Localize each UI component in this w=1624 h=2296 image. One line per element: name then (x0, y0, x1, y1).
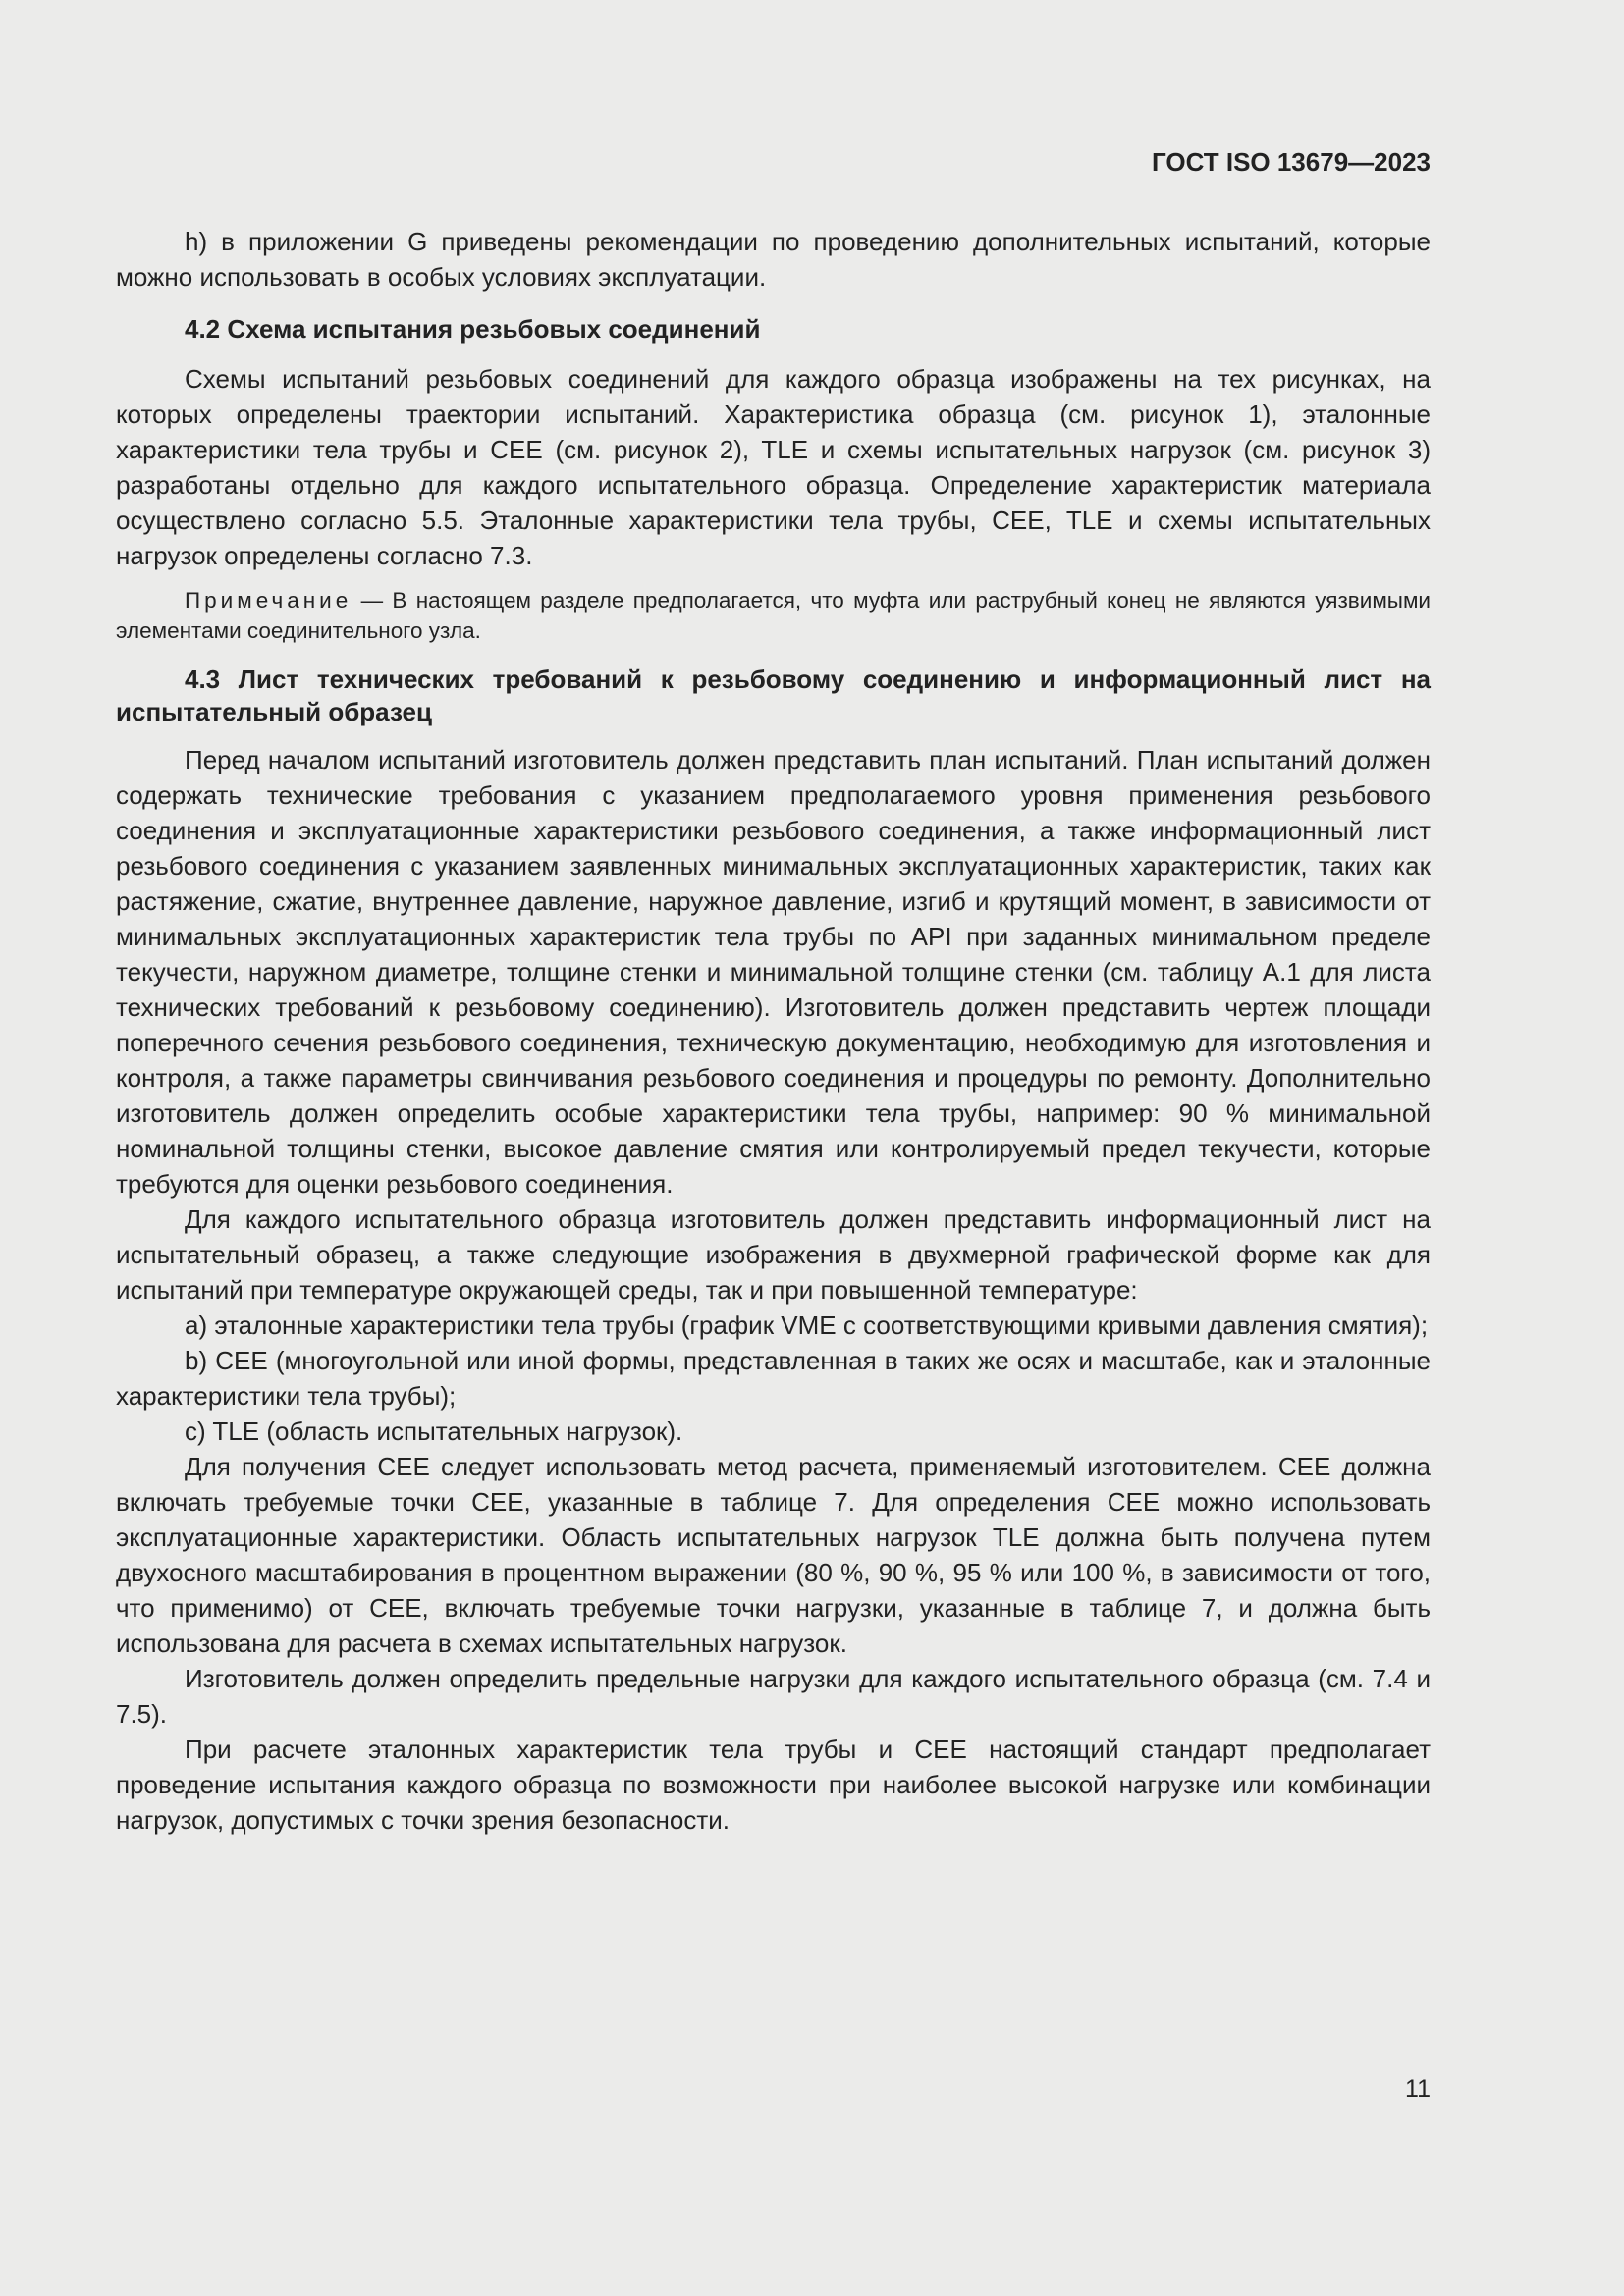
list-item-c: c) TLE (область испытательных нагрузок). (185, 1416, 683, 1446)
note (116, 585, 1431, 646)
section-heading-4-3: 4.3 Лист технических требований к резьбовому соединению и информационный лист на испытательный образец (116, 665, 1431, 726)
document-page (116, 0, 1431, 2296)
paragraph-4-3-3: Для получения CEE следует использовать метод расчета, применяемый изготовителем. CEE должна включать требуемые точки CEE, указанные в таблице 7. Для определения CEE можно использовать эксплуатационные характеристики. Область испытательных нагрузок TLE должна быть получена путем двухосного масштабирования в процентном выражении (80 %, 90 %, 95 % или 100 %, в зависимости от того, что применимо) от CEE, включать требуемые точки нагрузки, указанные в таблице 7, и должна быть использована для расчета в схемах испытательных нагрузок. (116, 1452, 1431, 1658)
paragraph-4-2: Схемы испытаний резьбовых соединений для каждого образца изображены на тех рисунках, на которых определены траектории испытаний. Характеристика образца (см. рисунок 1), эталонные характеристики тела трубы и CEE (см. рисунок 2), TLE и схемы испытательных нагрузок (см. рисунок 3) разработаны отдельно для каждого испытательного образца. Определение характеристик материала осуществлено согласно 5.5. Эталонные характеристики тела трубы, CEE, TLE и схемы испытательных нагрузок определены согласно 7.3. (116, 364, 1431, 570)
document-body (116, 224, 1431, 1838)
document-header: ГОСТ ISO 13679—2023 (1151, 147, 1431, 177)
paragraph-4-3-2: Для каждого испытательного образца изготовитель должен представить информационный лист на испытательный образец, а также следующие изображения в двухмерной графической форме как для испытаний при температуре окружающей среды, так и при повышенной температуре: (116, 1204, 1431, 1305)
note-text: — В настоящем разделе предполагается, что муфта или раструбный конец не являются уязвимыми элементами соединительного узла. (116, 588, 1431, 643)
paragraph-4-3-4: Изготовитель должен определить предельные нагрузки для каждого испытательного образца (см. 7.4 и 7.5). (116, 1664, 1431, 1729)
list-item-a: a) эталонные характеристики тела трубы (график VME с соответствующими кривыми давления смятия); (185, 1310, 1429, 1340)
note-label: Примечание (185, 588, 352, 613)
list-item-h: h) в приложении G приведены рекомендации по проведению дополнительных испытаний, которые можно использовать в особых условиях эксплуатации. (116, 227, 1431, 292)
paragraph-4-3-1: Перед началом испытаний изготовитель должен представить план испытаний. План испытаний должен содержать технические требования с указанием предполагаемого уровня применения резьбового соединения и эксплуатационные характеристики резьбового соединения, а также информационный лист резьбового соединения с указанием заявленных минимальных эксплуатационных характеристик, таких как растяжение, сжатие, внутреннее давление, наружное давление, изгиб и крутящий момент, в зависимости от минимальных эксплуатационных характеристик тела трубы по API при заданных минимальном пределе текучести, наружном диаметре, толщине стенки и минимальной толщине стенки (см. таблицу А.1 для листа технических требований к резьбовому соединению). Изготовитель должен представить чертеж площади поперечного сечения резьбового соединения, техническую документацию, необходимую для изготовления и контроля, а также параметры свинчивания резьбового соединения и процедуры по ремонту. Дополнительно изготовитель должен определить особые характеристики тела трубы, например: 90 % минимальной номинальной толщины стенки, высокое давление смятия или контролируемый предел текучести, которые требуются для оценки резьбового соединения. (116, 745, 1431, 1199)
paragraph-4-3-5: При расчете эталонных характеристик тела трубы и CEE настоящий стандарт предполагает проведение испытания каждого образца по возможности при наиболее высокой нагрузке или комбинации нагрузок, допустимых с точки зрения безопасности. (116, 1735, 1431, 1835)
section-heading-4-2: 4.2 Схема испытания резьбовых соединений (185, 314, 761, 344)
page-number: 11 (1405, 2075, 1431, 2103)
list-item-b: b) CEE (многоугольной или иной формы, представленная в таких же осях и масштабе, как и эталонные характеристики тела трубы); (116, 1346, 1431, 1411)
